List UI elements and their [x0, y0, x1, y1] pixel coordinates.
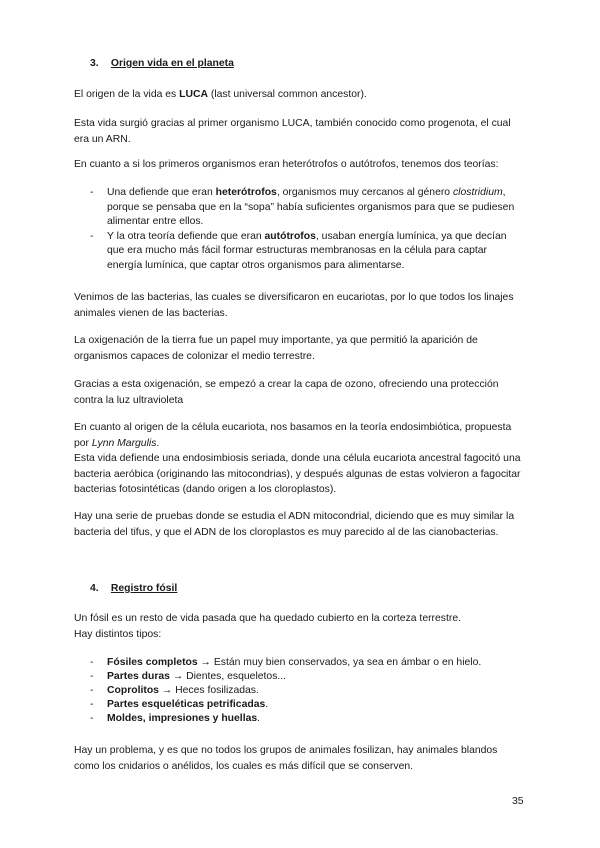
dash-bullet: - [90, 230, 94, 242]
page-number: 35 [512, 796, 524, 807]
text-span: Esta vida defiende una endosimbiosis seriada, donde una célula eucariota ancestral fagocitó una bacteria aeróbica (originando las mitocondrias), y después algunas de estas volvieron a fagocitar bacterias fotosintéticas (dando origen a los cloroplastos). [74, 453, 521, 495]
text-span: . [257, 713, 261, 724]
paragraph-bacterias: Venimos de las bacterias, las cuales se diversificaron en eucariotas, por lo que todos los linajes animales vienen de las bacterias. [74, 292, 514, 319]
list-item [90, 656, 520, 670]
arrow-icon: → [169, 671, 187, 682]
text-span: Heces fosilizadas. [175, 685, 259, 696]
dash-bullet: - [90, 685, 94, 696]
list-item [90, 712, 520, 726]
text-span: . [156, 437, 160, 449]
list-item [90, 230, 520, 274]
paragraph-pruebas: Hay una serie de pruebas donde se estudia el ADN mitocondrial, diciendo que es muy similar la bacteria del tifus, y que el ADN de los cloroplastos es muy parecido al de las cianobacterias. [74, 511, 515, 538]
paragraph-endosimbiosis [74, 420, 524, 498]
fossil-types-list [90, 656, 520, 726]
text-span: El origen de la vida es [74, 89, 180, 100]
term-bold: autótrofos [264, 230, 316, 242]
text-span: Dientes, esqueletos... [186, 671, 287, 682]
list-item [90, 684, 520, 698]
list-item [90, 698, 520, 712]
theories-list [90, 186, 520, 273]
section-3-title: Origen vida en el planeta [110, 58, 234, 69]
text-span: (last universal common ancestor). [207, 89, 367, 100]
term-italic: clostridium [452, 187, 503, 198]
dash-bullet: - [90, 657, 94, 668]
dash-bullet: - [90, 699, 94, 710]
paragraph-theories-intro: En cuanto a si los primeros organismos eran heterótrofos o autótrofos, tenemos dos teorías: [74, 159, 499, 170]
paragraph-fosil [74, 611, 524, 642]
text-span: Hay distintos tipos: [74, 628, 162, 640]
term-bold: Partes esqueléticas petrificadas [107, 699, 266, 710]
paragraph-luca [74, 87, 524, 103]
text-span: , usaban energía lumínica, ya que decían que era mucho más fácil formar estructuras membranosas en la célula para captar energía lumínica, que captar otros organismos para alimentarse. [107, 230, 507, 271]
paragraph-problema: Hay un problema, y es que no todos los grupos de animales fosilizan, hay animales blandos como los cnidarios o anélidos, los cuales es más difícil que se conserven. [74, 745, 498, 772]
paragraph-progenota: Esta vida surgió gracias al primer organismo LUCA, también conocido como progenota, el cual era un ARN. [74, 118, 511, 145]
term-bold: Moldes, impresiones y huellas [107, 713, 258, 724]
text-span: En cuanto al origen de la célula eucariota, nos basamos en la teoría endosimbiótica, propuesta por [74, 422, 512, 449]
arrow-icon: → [197, 657, 214, 668]
section-4-title: Registro fósil [110, 583, 178, 594]
text-span: Una defiende que eran [107, 187, 216, 198]
term-bold: Fósiles completos [107, 657, 198, 668]
author-italic: Lynn Margulis [91, 437, 157, 449]
luca-bold: LUCA [179, 89, 208, 100]
list-item [90, 186, 520, 230]
section-3-number: 3. [90, 58, 99, 69]
text-span: , porque se pensaba que en la “sopa” había suficientes organismos para que se pudiesen alimentar entre ellos. [107, 187, 515, 227]
text-span: Están muy bien conservados, ya sea en ámbar o en hielo. [213, 657, 482, 668]
text-span: . [265, 699, 269, 710]
section-4-heading [90, 583, 177, 594]
term-bold: Partes duras [107, 671, 170, 682]
section-3-heading [90, 58, 234, 69]
paragraph-oxigenacion: La oxigenación de la tierra fue un papel muy importante, ya que permitió la aparición de organismos capaces de colonizar el medio terrestre. [74, 335, 478, 362]
dash-bullet: - [90, 671, 94, 682]
term-bold: heterótrofos [215, 187, 277, 198]
list-item [90, 670, 520, 684]
dash-bullet: - [90, 713, 94, 724]
section-4-number: 4. [90, 583, 99, 594]
arrow-icon: → [158, 685, 176, 696]
dash-bullet: - [90, 187, 94, 198]
text-span: Y la otra teoría defiende que eran [107, 230, 265, 242]
text-span: , organismos muy cercanos al género [276, 187, 453, 198]
text-span: Un fósil es un resto de vida pasada que ha quedado cubierto en la corteza terrestre. [74, 613, 462, 624]
paragraph-ozono: Gracias a esta oxigenación, se empezó a crear la capa de ozono, ofreciendo una protección contra la luz ultravioleta [74, 379, 499, 406]
term-bold: Coprolitos [107, 685, 159, 696]
